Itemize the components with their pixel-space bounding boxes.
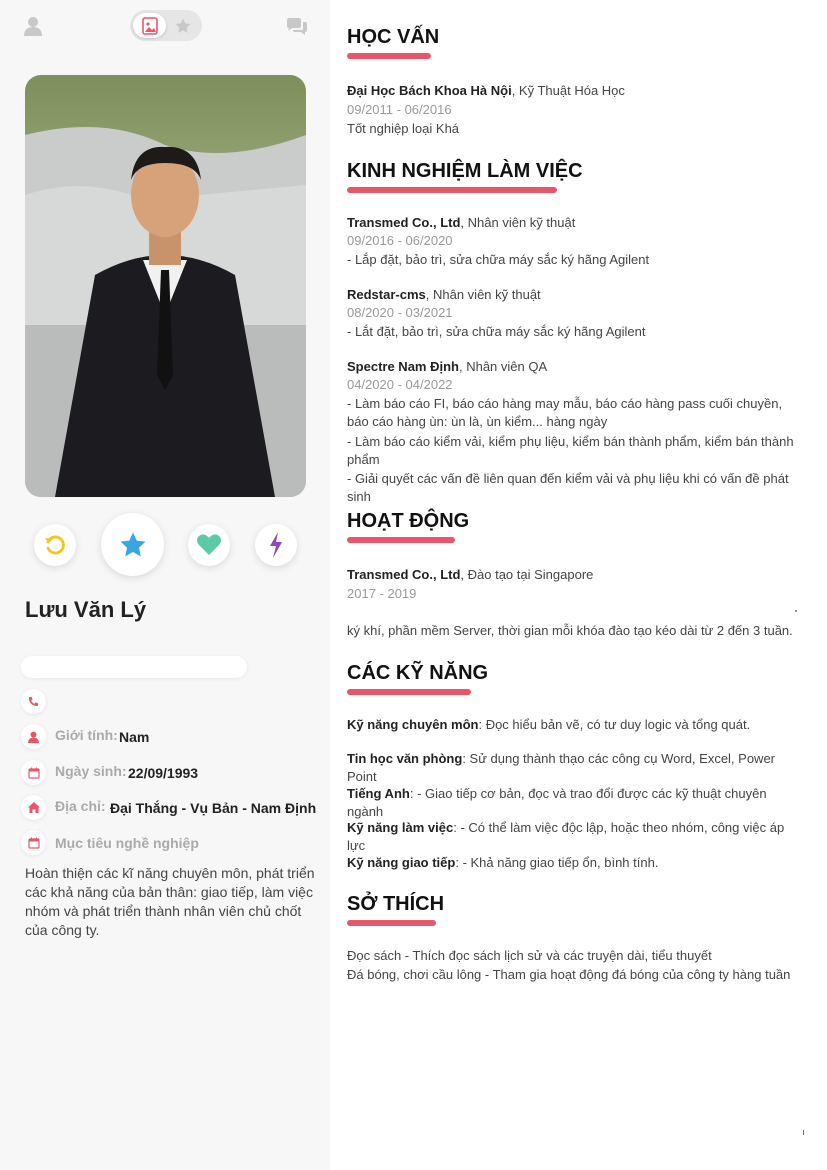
heart-icon <box>196 533 222 557</box>
skill-desc: : - Giao tiếp cơ bản, đọc và trao đổi được các kỹ thuật chuyên ngành <box>347 786 767 819</box>
school-major: , Kỹ Thuật Hóa Học <box>511 83 625 98</box>
gender-icon <box>21 724 46 749</box>
hobby-item: Đọc sách - Thích đọc sách lịch sử và các truyện dài, tiểu thuyết <box>347 948 712 963</box>
experience-item-header <box>347 358 802 376</box>
section-underline <box>347 53 431 59</box>
lightning-icon <box>268 532 284 558</box>
view-toggle[interactable] <box>130 10 202 41</box>
rewind-button[interactable] <box>34 524 76 566</box>
right-column <box>347 0 807 1170</box>
activity-desc: ký khí, phần mềm Server, thời gian mỗi khóa đào tạo kéo dài từ 2 đến 3 tuần. <box>347 623 793 638</box>
image-icon[interactable] <box>133 13 166 38</box>
skill-name: Kỹ năng làm việc <box>347 820 454 835</box>
address-label: Địa chỉ: <box>55 798 106 814</box>
skill-name: Tiếng Anh <box>347 786 410 801</box>
dob-label: Ngày sinh: <box>55 763 127 779</box>
star-icon[interactable] <box>174 17 192 35</box>
phone-icon <box>21 689 46 714</box>
user-icon[interactable] <box>24 16 42 36</box>
skill-desc: : Đọc hiểu bản vẽ, có tư duy logic và tổng quát. <box>478 717 751 732</box>
boost-button[interactable] <box>255 524 297 566</box>
experience-desc: - Giải quyết các vấn đề liên quan đến kiểm vải và phụ liệu khi có vấn đề phát sinh <box>347 471 789 504</box>
education-school-line <box>347 82 802 100</box>
skill-name: Kỹ năng giao tiếp <box>347 855 456 870</box>
experience-period: 09/2016 - 06/2020 <box>347 233 453 248</box>
education-title: HỌC VẤN <box>347 26 440 48</box>
section-underline <box>347 187 557 193</box>
activity-period: 2017 - 2019 <box>347 586 417 601</box>
skills-title: CÁC KỸ NĂNG <box>347 662 489 684</box>
company-name: Redstar-cms <box>347 287 426 302</box>
skill-name: Kỹ năng chuyên môn <box>347 717 479 732</box>
chat-icon[interactable] <box>286 18 308 36</box>
objective-text: Hoàn thiện các kĩ năng chuyên môn, phát triển các khả năng của bản thân: giao tiếp, làm việc nhóm và phát triển thành nhân viên chủ chốt của công ty. <box>25 865 315 938</box>
activity-header <box>347 566 802 584</box>
skill-item <box>347 819 802 855</box>
skill-item <box>347 785 802 821</box>
education-period: 09/2011 - 06/2016 <box>347 102 452 117</box>
job-role: , Nhân viên kỹ thuật <box>425 287 541 302</box>
experience-desc: - Làm báo cáo kiểm vải, kiểm phụ liệu, kiểm bán thành phẩm, kiểm bán thành phẩm <box>347 434 794 467</box>
section-underline <box>347 537 455 543</box>
skill-item <box>347 716 802 734</box>
gender-label: Giới tính: <box>55 727 118 743</box>
experience-item-header <box>347 214 802 232</box>
section-underline <box>347 689 471 695</box>
gender-value: Nam <box>119 729 150 745</box>
experience-period: 04/2020 - 04/2022 <box>347 377 453 392</box>
experience-period: 08/2020 - 03/2021 <box>347 305 453 320</box>
job-role: , Nhân viên kỹ thuật <box>460 215 576 230</box>
experience-desc: - Lắp đặt, bảo trì, sửa chữa máy sắc ký hãng Agilent <box>347 252 650 267</box>
skill-desc: : Sử dụng thành thạo các công cụ Word, Excel, Power Point <box>347 751 776 784</box>
objective-label: Mục tiêu nghề nghiệp <box>55 835 199 851</box>
profile-photo <box>25 75 306 497</box>
activities-title: HOẠT ĐỘNG <box>347 510 470 532</box>
hobby-item: Đá bóng, chơi cầu lông - Tham gia hoạt động đá bóng của công ty hàng tuần <box>347 967 791 982</box>
super-like-button[interactable] <box>101 513 164 576</box>
calendar-icon <box>21 760 46 785</box>
address-value: Đại Thắng - Vụ Bản - Nam Định <box>110 800 317 816</box>
education-note: Tốt nghiệp loại Khá <box>347 121 460 136</box>
star-icon <box>118 530 148 560</box>
experience-desc: - Làm báo cáo FI, báo cáo hàng may mẫu, báo cáo hàng pass cuối chuyền, báo cáo hàng ùn: ùn là, ùn kiểm... hàng ngày <box>347 396 783 429</box>
calendar-icon <box>21 830 46 855</box>
stray-mark <box>803 1130 804 1135</box>
company-name: Spectre Nam Định <box>347 359 459 374</box>
like-button[interactable] <box>188 524 230 566</box>
home-icon <box>21 795 46 820</box>
hobbies-title: SỞ THÍCH <box>347 893 445 915</box>
rewind-icon <box>43 533 67 557</box>
empty-field <box>21 656 247 678</box>
activity-role: , Đào tạo tại Singapore <box>460 567 594 582</box>
company-name: Transmed Co., Ltd <box>347 567 461 582</box>
stray-mark <box>795 610 797 612</box>
skill-desc: : - Có thể làm việc độc lập, hoặc theo nhóm, công việc áp lực <box>347 820 785 853</box>
left-column <box>0 0 330 1170</box>
skill-item <box>347 854 802 872</box>
company-name: Transmed Co., Ltd <box>347 215 461 230</box>
skill-item <box>347 750 802 786</box>
section-underline <box>347 920 436 926</box>
skill-desc: : - Khả năng giao tiếp ổn, bình tính. <box>455 855 659 870</box>
dob-value: 22/09/1993 <box>128 765 199 781</box>
job-role: , Nhân viên QA <box>458 359 548 374</box>
experience-item-header <box>347 286 802 304</box>
skill-name: Tin học văn phòng <box>347 751 463 766</box>
experience-desc: - Lắt đặt, bảo trì, sửa chữa máy sắc ký hãng Agilent <box>347 324 646 339</box>
profile-name: Lưu Văn Lý <box>25 597 147 622</box>
school-name: Đại Học Bách Khoa Hà Nội <box>347 83 512 98</box>
experience-title: KINH NGHIỆM LÀM VIỆC <box>347 160 583 182</box>
